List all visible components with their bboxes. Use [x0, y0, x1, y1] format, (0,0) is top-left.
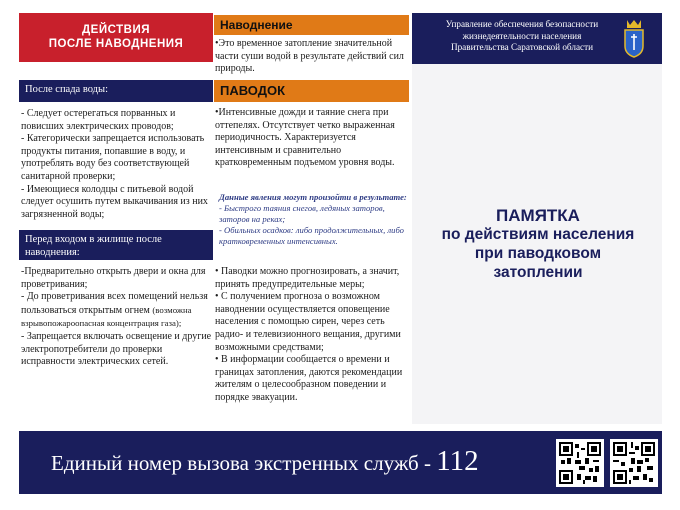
list-item: - Имеющиеся колодцы с питьевой водой следует осушить путем выкачивания из них загрязненной воды;	[21, 183, 208, 220]
list-item: - Категорически запрещается использовать продукты питания, попавшие в воду, и употреблять воду без соответствующей санитарной проверки;	[21, 133, 205, 182]
list-item-main: - До проветривания всех помещений нельзя пользоваться открытым огнем	[21, 291, 208, 316]
emergency-text: Единый номер вызова экстренных служб	[51, 451, 419, 475]
after-water-heading: После спада воды:	[19, 80, 213, 102]
flood-bullets	[215, 266, 411, 405]
emergency-footer	[19, 431, 662, 494]
phenomena-item: - Быстрого таяния снегов, ледяных заторов, заторов на реках;	[219, 203, 385, 224]
bullet-item: • Паводки можно прогнозировать, а значит, принять предупредительные меры;	[215, 266, 400, 290]
list-item: -Предварительно открыть двери и окна для проветривания;	[21, 266, 206, 290]
agency-line: жизнедеятельности населения	[462, 30, 582, 41]
leaflet-title	[418, 206, 658, 282]
title-line: при паводковом	[474, 245, 602, 262]
before-entry-list	[21, 266, 215, 369]
emergency-dash: -	[424, 451, 431, 475]
qr-code-icon[interactable]	[556, 439, 604, 487]
list-item-note: (возможна взрывопожароопасная концентрация газа);	[21, 304, 192, 329]
emergency-line	[51, 445, 479, 478]
paavodok-heading: ПАВОДОК	[214, 80, 409, 102]
agency-line: Правительства Саратовской области	[450, 42, 594, 52]
title-line: по действиям населения	[441, 226, 635, 243]
header-actions-after-flood	[19, 13, 213, 62]
agency-line: Управление обеспечения безопасности	[445, 19, 599, 29]
list-item: - Запрещается включать освещение и другие электропотребители до проверки исправности электрических сетей.	[21, 330, 212, 368]
header-line-1: ДЕЙСТВИЯ	[81, 24, 150, 36]
phenomena-item: - Обильных осадков: либо продолжительных, либо кратковременных интенсивных.	[219, 225, 404, 246]
list-item	[21, 291, 215, 331]
crest-icon	[622, 18, 646, 58]
phenomena-block	[219, 192, 409, 247]
flood-heading: Наводнение	[214, 15, 409, 35]
title-line: затоплении	[493, 264, 583, 281]
paavodok-definition: •Интенсивные дожди и таяние снега при оттепелях. Отсутствует четко выраженная периодичность. Характеризуется интенсивным и сравнительно кратковременным подъемом уровня воды.	[215, 107, 395, 169]
phenomena-title: Данные явления могут произойти в результате:	[219, 192, 407, 202]
list-item: - Следует остерегаться порванных и повисших электрических проводов;	[21, 108, 176, 132]
emergency-number: 112	[436, 445, 479, 477]
flood-definition: •Это временное затопление значительной части суши водой в результате действий сил природы.	[215, 38, 404, 75]
header-line-2: ПОСЛЕ НАВОДНЕНИЯ	[48, 38, 184, 50]
qr-code-icon[interactable]	[610, 439, 658, 487]
title-line: ПАМЯТКА	[496, 206, 580, 225]
bullet-item: • С получением прогноза о возможном наводнении осуществляется оповещение населения с помощью сирен, через сеть радио- и телевизионного вещания, другими возможными средствами;	[215, 291, 401, 353]
bullet-item: • В информации сообщается о времени и границах затопления, даются рекомендации жителям о целесообразном поведении и порядке эвакуации.	[215, 354, 403, 403]
after-water-list	[21, 108, 213, 221]
before-entry-heading: Перед входом в жилище после наводнения:	[19, 230, 213, 260]
